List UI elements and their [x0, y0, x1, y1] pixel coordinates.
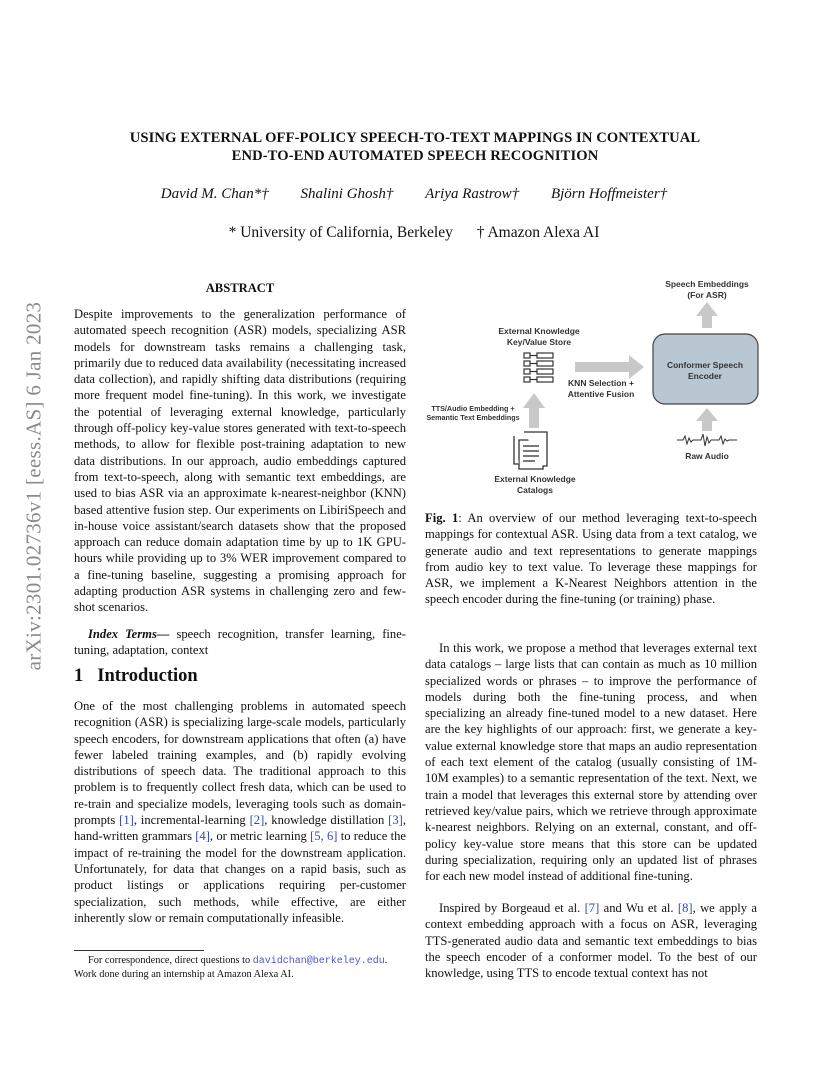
caption-label: Fig. 1: [425, 511, 459, 525]
label-attentive-fusion: Attentive Fusion: [567, 389, 635, 399]
waveform-icon: [677, 434, 737, 446]
footnote-divider: [74, 950, 204, 951]
intro-text: , we apply a context embedding approach with a focus on ASR, leveraging TTS-generated audio data and semantic text embeddings to bias the speech encoder of a conformer model. To the best of our knowledge, using TTS to encode textual context has not: [425, 901, 757, 981]
label-conformer-speech: Conformer Speech: [666, 360, 744, 370]
citation-link[interactable]: [2]: [249, 813, 265, 828]
citation-link[interactable]: [7]: [584, 901, 600, 915]
key-value-store-icon: [524, 353, 553, 382]
affiliation-2: † Amazon Alexa AI: [476, 224, 600, 241]
author-4: Björn Hoffmeister†: [550, 186, 668, 202]
raw-audio-arrow: [696, 408, 718, 431]
citation-link[interactable]: [1]: [119, 813, 134, 828]
citation-link[interactable]: [5, 6]: [310, 829, 338, 844]
intro-paragraph-3: [425, 900, 757, 981]
section-number: 1: [74, 666, 84, 686]
section-heading-introduction: [74, 666, 198, 687]
paper-title: [90, 129, 740, 165]
title-line-2: END-TO-END AUTOMATED SPEECH RECOGNITION: [231, 148, 599, 164]
abstract-heading: ABSTRACT: [205, 281, 275, 295]
arxiv-id: arXiv:2301.02736v1 [eess.AS] 6 Jan 2023: [21, 301, 46, 671]
footnote-text: For correspondence, direct questions to: [88, 955, 253, 966]
affiliation-1: * University of California, Berkeley: [228, 224, 453, 241]
label-tts-audio-embedding: TTS/Audio Embedding +: [431, 404, 515, 413]
intro-text: to reduce the impact of re-training the model for the downstream application. Unfortunately, for data that changes on a rapid basis, such as product listings or applications requiring per-customer specialization, such methods, while effective, are either inherently slow or remain computationally infeasible.: [74, 829, 407, 925]
label-key-value-store: Key/Value Store: [506, 337, 572, 347]
index-terms-text: speech recognition, transfer learning, fine-tuning, adaptation, context: [74, 627, 406, 658]
figure-1-caption: [425, 510, 757, 608]
intro-text: In this work, we propose a method that leverages external text data catalogs – large lists that can contain as much as 10 million specialized words or phrases – to improve the performance of models during both the fine-tuning process, and when specializing an already fine-tuned model to a new dataset. Here are the key highlights of our approach: first, we generate a key-value external knowledge store that maps an audio representation of each text element of the catalog (usually consisting of 1M-10M examples) to a semantic representation of the text. Next, we train a model that leverages this external store by attending over retrieved key/value pairs, which we retrieve through approximate k-nearest neighbors. Relying on an external, constant, and off-policy key-value store means that this store can be updated during specialization, requiring only an updated list of phrases for each new model instead of additional fine-tuning.: [425, 641, 757, 884]
title-line-1: USING EXTERNAL OFF-POLICY SPEECH-TO-TEXT MAPPINGS IN CONTEXTUAL: [129, 130, 701, 146]
label-raw-audio: Raw Audio: [685, 451, 729, 461]
author-2: Shalini Ghosh†: [300, 186, 394, 202]
label-external-knowledge-catalogs: External Knowledge: [494, 474, 576, 484]
document-icon: [514, 432, 547, 469]
label-speech-embeddings: Speech Embeddings: [665, 279, 749, 289]
affiliation-list: [0, 224, 828, 242]
label-encoder: Encoder: [687, 371, 723, 381]
index-terms: [74, 626, 406, 659]
author-1: David M. Chan*†: [160, 186, 269, 202]
intro-paragraph-2: [425, 640, 757, 884]
abstract-text: Despite improvements to the generalization performance of automated speech recognition (ASR) models, specializing ASR models for downstream tasks remains a challenging task, primarily due to reduced data availability (necessitating increased data collection), and rapidly shifting data distributions (requiring more frequent model fine-tuning). In this work, we investigate the potential of leveraging external knowledge, particularly through off-policy key-value stores generated with text-to-speech methods, to allow for flexible post-training adaptation to new data distributions. In our approach, audio embeddings captured from text-to-speech, along with semantic text embeddings, are used to bias ASR via an approximate k-nearest-neighbor (KNN) based attentive fusion step. Our experiments on LibiriSpeech and in-house voice assistant/search datasets show that the proposed approach can reduce domain adaptation time by up to 1K GPU-hours while providing up to 3% WER improvement compared to a fine-tuning baseline, suggesting a promising approach for adapting production ASR systems in challenging zero and few-shot scenarios.: [74, 307, 406, 615]
intro-paragraph-1: [74, 698, 406, 926]
tts-arrow: [523, 393, 545, 428]
citation-link[interactable]: [3]: [388, 813, 403, 828]
knn-arrow: [575, 355, 644, 379]
footnote-text: .: [384, 955, 388, 966]
label-catalogs: Catalogs: [517, 485, 553, 495]
intro-text: , incremental-learning: [133, 813, 250, 828]
footnote-line-2: Work done during an internship at Amazon Alexa AI.: [74, 969, 294, 980]
index-terms-label: Index Terms—: [88, 627, 170, 641]
citation-link[interactable]: [8]: [677, 901, 693, 915]
intro-text: , or metric learning: [209, 829, 311, 844]
intro-text: , knowledge distillation: [264, 813, 389, 828]
label-for-asr: (For ASR): [687, 290, 727, 300]
output-arrow: [696, 302, 718, 328]
intro-text: One of the most challenging problems in automated speech recognition (ASR) is specializing large-scale models, particularly speech encoders, for downstream applications that often (a) have fewer labeled training examples, and (b) rapidly evolving distributions of speech data. The traditional approach to this problem is to frequently collect fresh data, which can be used to re-train and specialize models, leveraging tools such as domain-prompts: [74, 699, 406, 828]
label-knn-selection: KNN Selection +: [568, 378, 634, 388]
caption-text: : An overview of our method leveraging text-to-speech mappings for contextual ASR. Using data from a text catalog, we generate audio and text representations to generate mappings from audio key to text value. To leverage these mappings for ASR, we implement a K-Nearest Neighbors attention in the speech encoder during the fine-tuning (or training) phase.: [425, 511, 757, 607]
intro-text: Inspired by Borgeaud et al.: [439, 901, 585, 915]
author-3: Ariya Rastrow†: [425, 186, 520, 202]
abstract-body: [74, 306, 406, 616]
footnote: [74, 954, 414, 981]
email-link[interactable]: davidchan@berkeley.edu: [252, 956, 385, 967]
figure-1-diagram: [425, 276, 765, 498]
intro-text: , hand-written grammars: [74, 813, 406, 844]
label-external-knowledge-store: External Knowledge: [498, 326, 580, 336]
section-title: Introduction: [97, 666, 198, 686]
author-list: [0, 186, 828, 203]
label-semantic-text-embeddings: Semantic Text Embeddings: [426, 413, 520, 422]
arxiv-sidebar: [14, 296, 54, 676]
intro-text: and Wu et al.: [599, 901, 678, 915]
citation-link[interactable]: [4]: [195, 829, 210, 844]
